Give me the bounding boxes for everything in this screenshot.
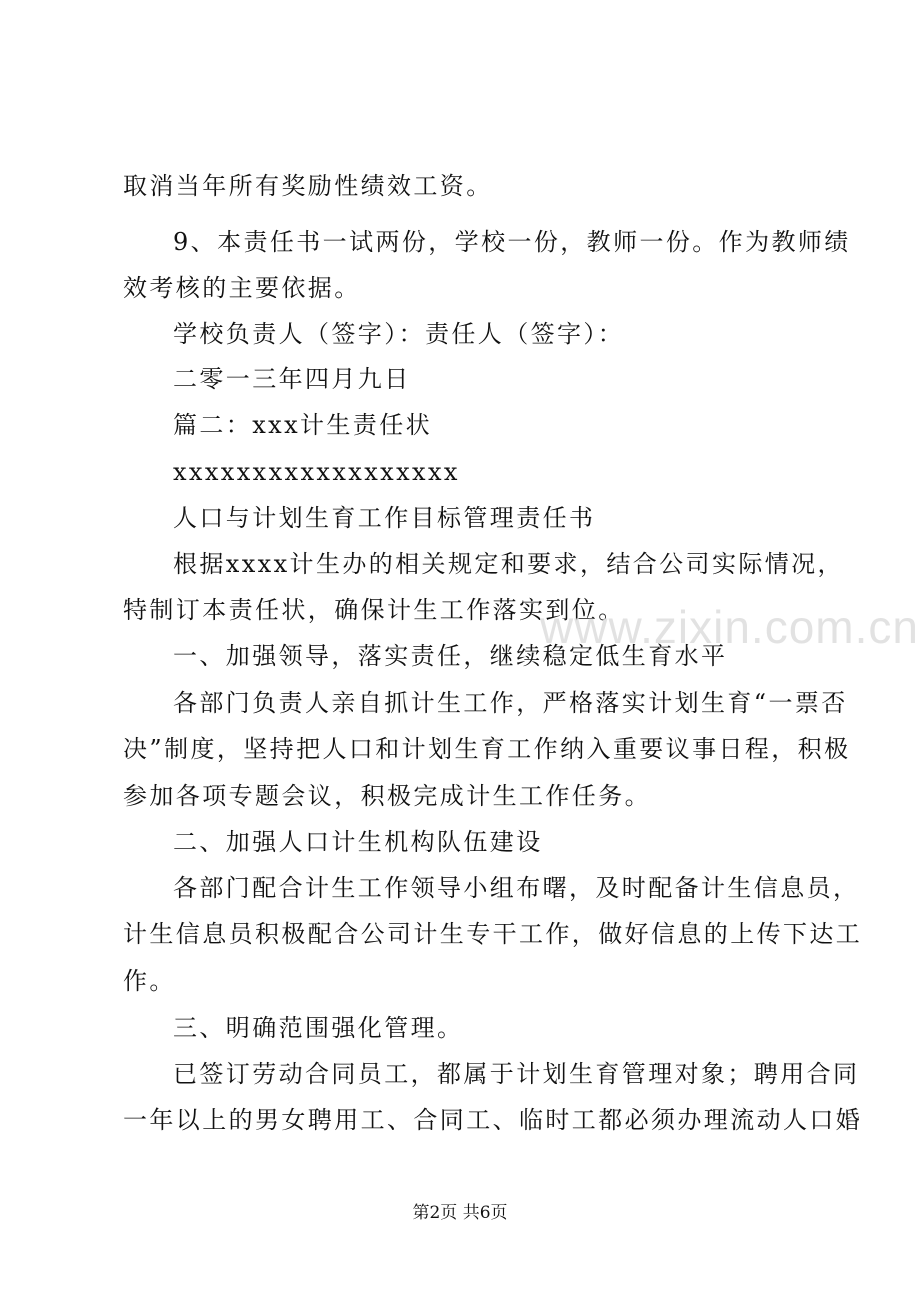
section-heading: 篇二：xxx计生责任状 [173,411,433,439]
text-line: 计生信息员积极配合公司计生专干工作，做好信息的上传下达工 [123,920,863,948]
text-line: 效考核的主要依据。 [123,274,361,302]
text-line: 9、本责任书一试两份，学校一份，教师一份。作为教师绩 [173,228,851,256]
signature-line: 学校负责人（签字）：责任人（签字）： [173,320,625,348]
section-heading: 一、加强领导，落实责任，继续稳定低生育水平 [173,642,728,670]
text-line: xxxxxxxxxxxxxxxxxx [173,458,460,486]
text-line: 作。 [123,967,176,995]
section-heading: 二、加强人口计生机构队伍建设 [173,828,543,856]
section-heading: 三、明确范围强化管理。 [173,1014,464,1042]
text-line: 各部门负责人亲自抓计生工作，严格落实计划生育“一票否 [173,689,848,717]
watermark: www.zixin.com.cn [540,601,919,653]
text-line: 根据xxxx计生办的相关规定和要求，结合公司实际情况， [173,550,844,578]
text-line: 一年以上的男女聘用工、合同工、临时工都必须办理流动人口婚 [123,1106,863,1134]
text-line: 取消当年所有奖励性绩效工资。 [123,172,493,200]
date-line: 二零一三年四月九日 [173,365,411,393]
text-line: 特制订本责任状，确保计生工作落实到位。 [123,596,625,624]
page-footer: 第2页 共6页 [412,1203,508,1223]
text-line: 各部门配合计生工作领导小组布曙，及时配备计生信息员， [173,874,860,902]
text-line: 决”制度，坚持把人口和计划生育工作纳入重要议事日程，积极 [123,735,851,763]
text-line: 已签订劳动合同员工，都属于计划生育管理对象；聘用合同 [173,1060,860,1088]
text-line: 参加各项专题会议，积极完成计生工作任务。 [123,782,651,810]
document-title: 人口与计划生育工作目标管理责任书 [173,504,596,532]
